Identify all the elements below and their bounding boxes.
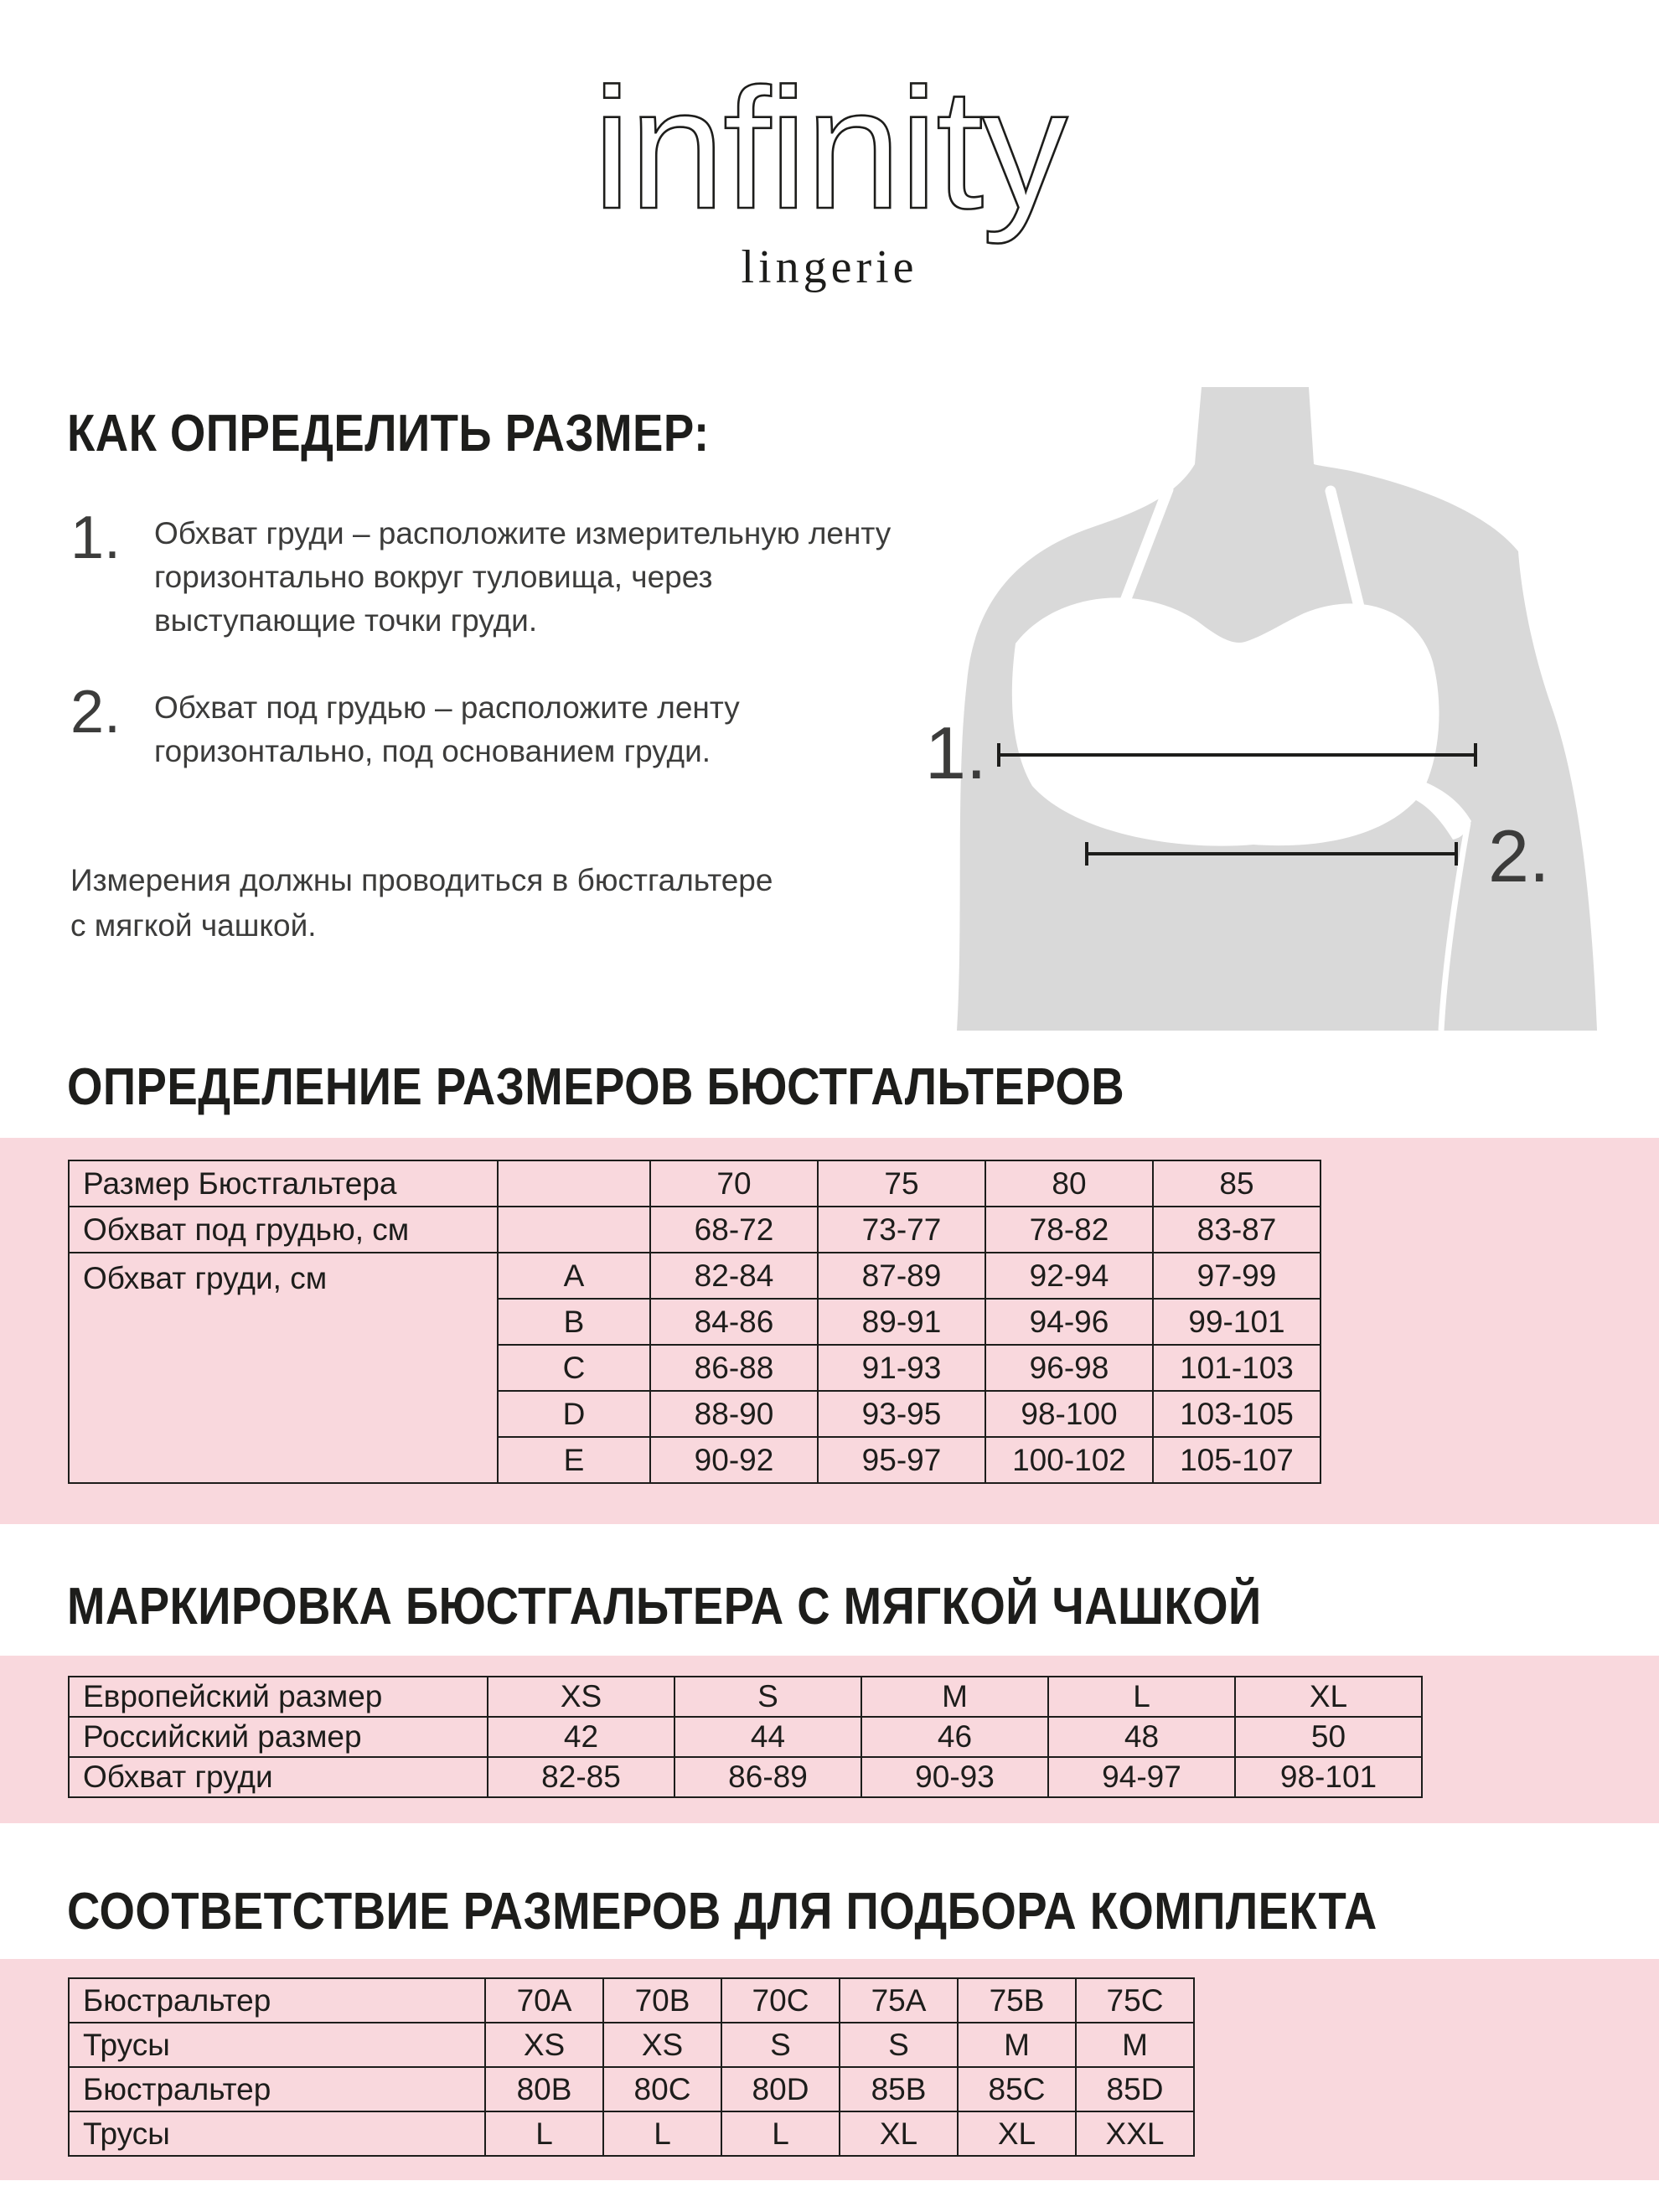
table-cell: Бюстральтер bbox=[69, 1978, 485, 2023]
table-cell: S bbox=[674, 1677, 861, 1717]
table-cell: 95-97 bbox=[818, 1437, 985, 1483]
brand-tagline: lingerie bbox=[741, 241, 918, 294]
table-row bbox=[69, 2111, 1194, 2156]
section-heading-set-matching bbox=[67, 1882, 1556, 1941]
underbust-measure-label: 2. bbox=[1488, 814, 1550, 897]
table-cell: S bbox=[840, 2023, 958, 2067]
table-cell: 80B bbox=[485, 2067, 603, 2111]
measure-steps bbox=[70, 504, 992, 773]
table-cell: 96-98 bbox=[985, 1345, 1153, 1391]
table-cell: Размер Бюстгальтера bbox=[69, 1160, 498, 1207]
table-cell: 85 bbox=[1153, 1160, 1320, 1207]
table-cell: XS bbox=[603, 2023, 721, 2067]
table-cell: C bbox=[498, 1345, 650, 1391]
table-row bbox=[69, 1160, 1320, 1207]
table-cell: XS bbox=[485, 2023, 603, 2067]
table-cell: 80 bbox=[985, 1160, 1153, 1207]
measurement-figure bbox=[922, 387, 1659, 1031]
table-cell: 85B bbox=[840, 2067, 958, 2111]
table-cell: 84-86 bbox=[650, 1299, 818, 1345]
section-heading-text: СООТВЕТСТВИЕ РАЗМЕРОВ ДЛЯ ПОДБОРА КОМПЛЕКТА bbox=[67, 1883, 1377, 1941]
table-cell: 75 bbox=[818, 1160, 985, 1207]
table-cell: 86-89 bbox=[674, 1757, 861, 1797]
table-cell: Обхват груди, см bbox=[69, 1253, 498, 1483]
table-cell: 68-72 bbox=[650, 1207, 818, 1253]
table-cell: M bbox=[861, 1677, 1048, 1717]
table-cell: 99-101 bbox=[1153, 1299, 1320, 1345]
table-cell: Европейский размер bbox=[69, 1677, 488, 1717]
measurement-note: Измерения должны проводиться в бюстгальтере с мягкой чашкой. bbox=[70, 863, 773, 943]
table-cell: Обхват груди bbox=[69, 1757, 488, 1797]
table-cell: 85D bbox=[1076, 2067, 1194, 2111]
table-row bbox=[69, 1717, 1422, 1757]
table-cell bbox=[498, 1160, 650, 1207]
table-cell: Обхват под грудью, см bbox=[69, 1207, 498, 1253]
table-cell: 88-90 bbox=[650, 1391, 818, 1437]
table-row bbox=[69, 2023, 1194, 2067]
table-cell: 70B bbox=[603, 1978, 721, 2023]
table-cell: XS bbox=[488, 1677, 674, 1717]
table-row bbox=[69, 1677, 1422, 1717]
table-cell: D bbox=[498, 1391, 650, 1437]
table-cell bbox=[498, 1207, 650, 1253]
table-cell: 86-88 bbox=[650, 1345, 818, 1391]
table-cell: 75B bbox=[958, 1978, 1076, 2023]
table-row bbox=[69, 1253, 1320, 1299]
table-cell: 46 bbox=[861, 1717, 1048, 1757]
table-cell: 97-99 bbox=[1153, 1253, 1320, 1299]
table-cell: 70 bbox=[650, 1160, 818, 1207]
table-cell: XL bbox=[958, 2111, 1076, 2156]
table-cell: 92-94 bbox=[985, 1253, 1153, 1299]
section-heading-text: ОПРЕДЕЛЕНИЕ РАЗМЕРОВ БЮСТГАЛЬТЕРОВ bbox=[67, 1058, 1125, 1116]
section-heading-text: МАРКИРОВКА БЮСТГАЛЬТЕРА С МЯГКОЙ ЧАШКОЙ bbox=[67, 1578, 1262, 1636]
table-cell: 48 bbox=[1048, 1717, 1235, 1757]
table-cell: L bbox=[721, 2111, 840, 2156]
table-cell: 78-82 bbox=[985, 1207, 1153, 1253]
table-cell: 91-93 bbox=[818, 1345, 985, 1391]
table-cell: Российский размер bbox=[69, 1717, 488, 1757]
table-row bbox=[69, 2067, 1194, 2111]
table-cell: 80D bbox=[721, 2067, 840, 2111]
table-cell: 70A bbox=[485, 1978, 603, 2023]
table-cell: 83-87 bbox=[1153, 1207, 1320, 1253]
step-number: 1. bbox=[70, 504, 121, 571]
brand-logo bbox=[0, 53, 1659, 294]
table-cell: 98-101 bbox=[1235, 1757, 1422, 1797]
table-cell: XL bbox=[1235, 1677, 1422, 1717]
step-number: 2. bbox=[70, 679, 121, 747]
bust-measure-label: 1. bbox=[925, 711, 987, 794]
table-cell: 103-105 bbox=[1153, 1391, 1320, 1437]
table-cell: 100-102 bbox=[985, 1437, 1153, 1483]
section-heading-soft-cup bbox=[67, 1577, 1424, 1636]
table-cell: 101-103 bbox=[1153, 1345, 1320, 1391]
brand-name: infinity bbox=[592, 53, 1067, 245]
table-cell: 105-107 bbox=[1153, 1437, 1320, 1483]
table-cell: 93-95 bbox=[818, 1391, 985, 1437]
table-cell: XXL bbox=[1076, 2111, 1194, 2156]
table-cell: 90-92 bbox=[650, 1437, 818, 1483]
table-cell: 90-93 bbox=[861, 1757, 1048, 1797]
how-to-title-text: КАК ОПРЕДЕЛИТЬ РАЗМЕР: bbox=[67, 405, 710, 463]
table-cell: 94-97 bbox=[1048, 1757, 1235, 1797]
section-heading-bra-sizes bbox=[67, 1057, 1269, 1117]
table-cell: Трусы bbox=[69, 2023, 485, 2067]
table-cell: 75A bbox=[840, 1978, 958, 2023]
table-row bbox=[69, 1757, 1422, 1797]
table-cell: 70C bbox=[721, 1978, 840, 2023]
table-cell: 73-77 bbox=[818, 1207, 985, 1253]
set-matching-table bbox=[68, 1977, 1195, 2157]
table-cell: L bbox=[485, 2111, 603, 2156]
table-cell: Бюстральтер bbox=[69, 2067, 485, 2111]
step-text: Обхват под грудью – расположите ленту горизонтально, под основанием груди. bbox=[154, 690, 740, 769]
table-cell: 82-85 bbox=[488, 1757, 674, 1797]
bra-sizes-table bbox=[68, 1160, 1321, 1484]
table-cell: Трусы bbox=[69, 2111, 485, 2156]
table-cell: 98-100 bbox=[985, 1391, 1153, 1437]
step-item bbox=[70, 504, 992, 642]
step-item bbox=[70, 679, 992, 773]
table-cell: M bbox=[1076, 2023, 1194, 2067]
table-cell: S bbox=[721, 2023, 840, 2067]
table-cell: 44 bbox=[674, 1717, 861, 1757]
table-cell: L bbox=[1048, 1677, 1235, 1717]
table-cell: E bbox=[498, 1437, 650, 1483]
table-cell: L bbox=[603, 2111, 721, 2156]
table-cell: XL bbox=[840, 2111, 958, 2156]
table-row bbox=[69, 1978, 1194, 2023]
table-cell: 87-89 bbox=[818, 1253, 985, 1299]
table-cell: B bbox=[498, 1299, 650, 1345]
step-text: Обхват груди – расположите измерительную ленту горизонтально вокруг туловища, через выступающие точки груди. bbox=[154, 516, 892, 638]
table-cell: 80C bbox=[603, 2067, 721, 2111]
table-cell: 85C bbox=[958, 2067, 1076, 2111]
table-cell: 75C bbox=[1076, 1978, 1194, 2023]
table-cell: 89-91 bbox=[818, 1299, 985, 1345]
table-cell: M bbox=[958, 2023, 1076, 2067]
how-to-title bbox=[67, 404, 797, 463]
table-cell: 42 bbox=[488, 1717, 674, 1757]
table-cell: A bbox=[498, 1253, 650, 1299]
table-row bbox=[69, 1207, 1320, 1253]
table-cell: 94-96 bbox=[985, 1299, 1153, 1345]
soft-cup-table bbox=[68, 1676, 1423, 1798]
table-cell: 50 bbox=[1235, 1717, 1422, 1757]
table-cell: 82-84 bbox=[650, 1253, 818, 1299]
